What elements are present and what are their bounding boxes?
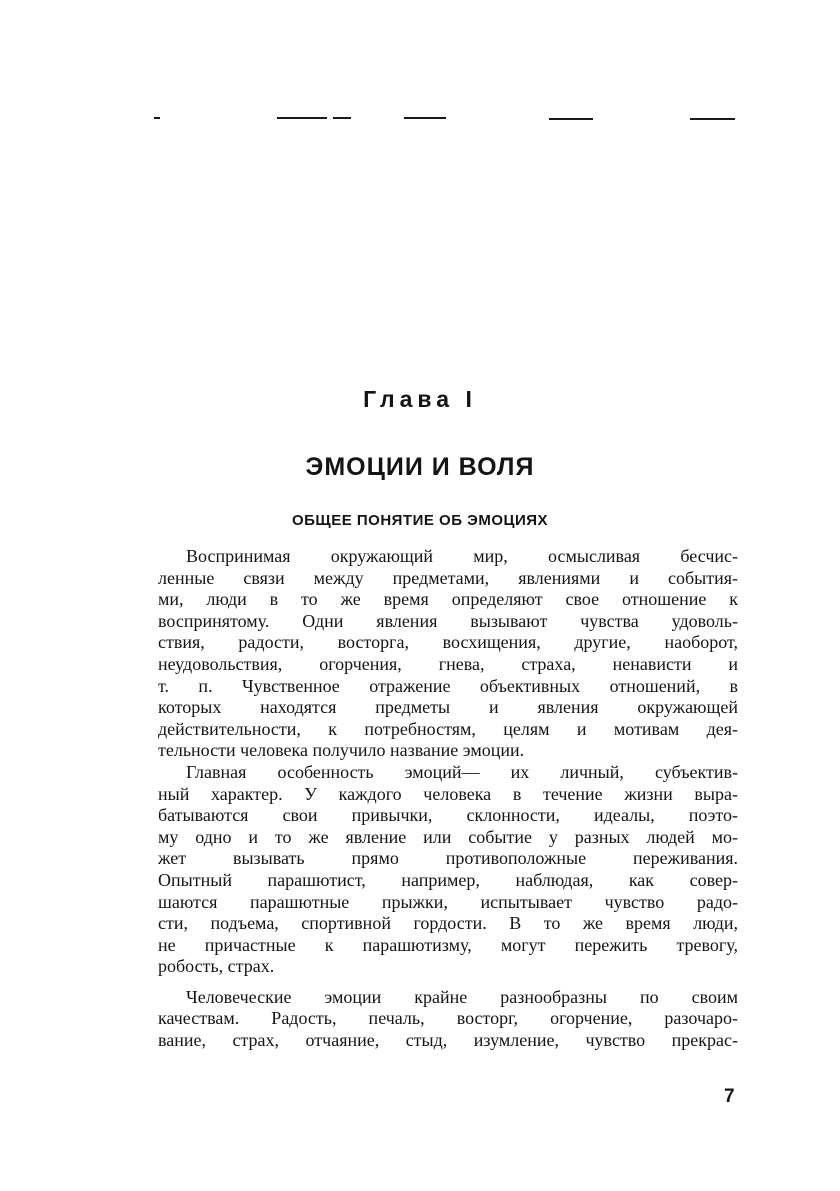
text-line: действительности, к потребностям, целям и мотивам дея- bbox=[158, 718, 738, 739]
header-rule bbox=[690, 118, 735, 120]
text-line: Главная особенность эмоций— их личный, субъектив- bbox=[186, 761, 738, 782]
text-line: жет вызывать прямо противоположные переживания. bbox=[158, 848, 738, 869]
paragraph bbox=[158, 762, 738, 978]
text-line: не причастные к парашютизму, могут пережить тревогу, bbox=[158, 934, 738, 955]
body-text bbox=[158, 546, 738, 1052]
text-line: батываются свои привычки, склонности, идеалы, поэто- bbox=[158, 805, 738, 826]
chapter-title: Глава I bbox=[363, 386, 477, 412]
text-line: Опытный парашютист, например, наблюдая, как совер- bbox=[158, 869, 738, 890]
text-line: ствия, радости, восторга, восхищения, другие, наоборот, bbox=[158, 632, 738, 653]
text-line: Человеческие эмоции крайне разнообразны по своим bbox=[186, 986, 738, 1007]
header-rule bbox=[404, 117, 446, 119]
page-number: 7 bbox=[724, 1086, 735, 1107]
text-line: ми, люди в то же время определяют свое отношение к bbox=[158, 589, 738, 610]
text-line: му одно и то же явление или событие у разных людей мо- bbox=[158, 826, 738, 847]
text-line: вание, страх, отчаяние, стыд, изумление, чувство прекрас- bbox=[158, 1030, 738, 1051]
text-line: неудовольствия, огорчения, гнева, страха, ненависти и bbox=[158, 653, 738, 674]
subsection-title: ОБЩЕЕ ПОНЯТИЕ ОБ ЭМОЦИЯХ bbox=[291, 512, 549, 529]
text-line: сти, подъема, спортивной гордости. В то же время люди, bbox=[158, 913, 738, 934]
header-rule bbox=[277, 117, 327, 119]
text-line: ленные связи между предметами, явлениями и события- bbox=[158, 567, 738, 588]
header-rule bbox=[333, 117, 351, 119]
text-line: ный характер. У каждого человека в течение жизни выра- bbox=[158, 783, 738, 804]
text-line: качествам. Радость, печаль, восторг, огорчение, разочаро- bbox=[158, 1008, 738, 1029]
section-title: ЭМОЦИИ И ВОЛЯ bbox=[305, 453, 535, 481]
header-rule bbox=[549, 118, 593, 120]
text-line: которых находятся предметы и явления окружающей bbox=[158, 697, 738, 718]
text-line: т. п. Чувственное отражение объективных отношений, в bbox=[158, 675, 738, 696]
header-rule bbox=[154, 117, 160, 119]
text-line: шаются парашютные прыжки, испытывает чувство радо- bbox=[158, 891, 738, 912]
paragraph bbox=[158, 987, 738, 1052]
paragraph bbox=[158, 546, 738, 762]
text-line: тельности человека получило название эмоции. bbox=[158, 740, 525, 761]
text-line: робость, страх. bbox=[158, 956, 275, 977]
text-line: Воспринимая окружающий мир, осмысливая бесчис- bbox=[186, 546, 738, 566]
text-line: воспринятому. Одни явления вызывают чувства удоволь- bbox=[158, 610, 738, 631]
